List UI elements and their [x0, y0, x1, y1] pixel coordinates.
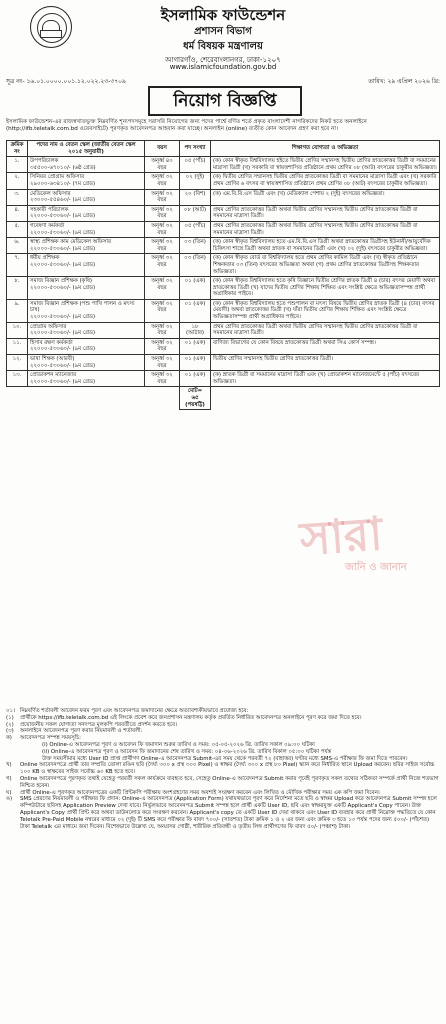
table-header-row: [7, 141, 440, 157]
instruction-text: (i) Online-এ আবেদনপত্র পূরণ ও আবেদন ফি জমাদান শুরুর তারিখ ও সময়: ০৫-০৫-২০২৬ খ্রি. তারিখ সকাল ০৯:০০ ঘটিকা: [42, 741, 315, 748]
post-cell: [28, 238, 145, 254]
count-cell: ০৩ (তিন): [180, 238, 211, 254]
qualification-cell: (ক) কোন স্বীকৃত বিশ্ববিদ্যালয় হতে পশুপালন বা মৎস্য বিষয়ে দ্বিতীয় শ্রেণির স্নাতক ডিগ্রী (৪ (চার) বৎসর মেয়াদী) অথবা স্নাতকোত্তর ডিগ্রী (খ) যাঁরা দ্বিতীয় শ্রেণির শিক্ষায় শিক্ষিত এবং সংশ্লিষ্ট ক্ষেত্রে অভিজ্ঞতাসম্পন্ন প্রার্থী অগ্রাধিকার পাইবে।: [211, 299, 440, 322]
age-cell: অনূর্ধ্ব ৩২ বছর: [145, 277, 180, 300]
post-name: ধর্মীয় প্রশিক্ষক: [30, 255, 60, 262]
post-cell: [28, 355, 145, 371]
post-cell: [28, 254, 145, 277]
post-name: গবেষণা কর্মকর্তা: [30, 222, 65, 229]
post-name: সিনিয়র প্রোগ্রাম অফিসার: [30, 174, 85, 181]
serial-cell: ১.: [7, 157, 28, 173]
count-cell: ০৮ (আট): [180, 205, 211, 221]
qualification-cell: (ক) কোন স্বীকৃত বিশ্ববিদ্যালয় হতে কৃষি বিজ্ঞানে দ্বিতীয় শ্রেণির স্নাতক ডিগ্রী ৪ (চার) বৎসর মেয়াদী অথবা স্নাতকোত্তর ডিগ্রী (খ) যাদের দ্বিতীয় শ্রেণির শিক্ষায় শিক্ষিত এবং সংশ্লিষ্ট ক্ষেত্রে অভিজ্ঞতাসম্পন্ন প্রার্থী অগ্রাধিকার পাইবে।: [211, 277, 440, 300]
table-row: [7, 189, 440, 205]
intro-paragraph: ইসলামিক ফাউন্ডেশন-এর রাজস্বখাতভুক্ত নিম্নবর্ণিত শূন্যপদসমূহে সরাসরি নিয়োগের জন্য পদের পার্শ্বে বর্ণিত শর্তে প্রকৃত বাংলাদেশী নাগরিকদের নিকট হতে অনলাইনে (http://ifb.teletalk.com.bd ওয়েবসাইটে) পূরণকৃত আবেদনপত্র আহবান করা যাচ্ছে। অনলাইন (online) ব্যতীত কোন আবেদন গ্রহণ করা হবে না।: [6, 119, 367, 132]
instruction-number: গ): [6, 775, 12, 782]
instruction-item: [6, 735, 440, 742]
pay-scale: ২২০০০-৫৩০৬০/- (৯ম গ্রেড): [30, 261, 96, 268]
total-value: ৬৫ (পয়ষট্টি): [185, 395, 205, 408]
count-cell: ০১ (এক): [180, 277, 211, 300]
post-name: স্বাস্থ্য প্রশিক্ষক কাম মেডিকেল অফিসার: [30, 239, 111, 246]
post-name: মেডিকেল অফিসার: [30, 190, 71, 197]
table-row: [7, 299, 440, 322]
serial-cell: ১০.: [7, 322, 28, 338]
vacancy-table: [6, 140, 440, 410]
serial-cell: ৮.: [7, 277, 28, 300]
qualification-cell: প্রথম শ্রেণির স্নাতকোত্তর ডিগ্রী অথবা দ্বিতীয় শ্রেণির সম্মানসহ দ্বিতীয় শ্রেণির স্নাতকোত্তর ডিগ্রী বা সমমানের মাদ্রাসা ডিগ্রী।: [211, 322, 440, 338]
instruction-number: (১): [6, 714, 14, 721]
qualification-cell: প্রথম শ্রেণির স্নাতকোত্তর ডিগ্রী অথবা দ্বিতীয় শ্রেণির সম্মানসহ দ্বিতীয় শ্রেণির স্নাতকোত্তর ডিগ্রী বা সমমানের মাদ্রাসা ডিগ্রী।: [211, 221, 440, 237]
pay-scale: ২২০০০-৫৩০৬০/- (৯ম গ্রেড): [30, 245, 96, 252]
qualification-cell: দ্বিতীয় শ্রেণির সম্মানসহ দ্বিতীয় শ্রেণির স্নাতকোত্তর ডিগ্রী।: [211, 355, 440, 371]
post-cell: [28, 299, 145, 322]
instruction-item: [6, 762, 440, 776]
post-name: উপপরিচালক: [30, 158, 59, 165]
post-name: হিসাব রক্ষণ কর্মকর্তা: [30, 339, 73, 346]
post-cell: [28, 173, 145, 189]
pay-scale: ৩৫৫০০-৬৭০১০/- (৬ষ্ঠ গ্রেড): [30, 164, 96, 171]
post-name: সমাজ বিজ্ঞান প্রশিক্ষক (পশু পাখি পালন ও মৎস্য চাষ): [30, 300, 135, 314]
post-cell: [28, 205, 145, 221]
serial-cell: ১১.: [7, 338, 28, 354]
memo-date: তারিখ: ২৯ এপ্রিল ২০২৬ খ্রি:: [368, 78, 440, 85]
instruction-item: [6, 796, 440, 830]
instruction-item: [6, 776, 440, 790]
instruction-text: (ii) Online-এ আবেদনপত্র পূরণ ও আবেদন ফি জমাদানের শেষ তারিখ ও সময়: ০৪-০৬-২০২৬ খ্রি. তারিখ বিকাল ০৫:০০ ঘটিকা পর্যন্ত: [42, 748, 332, 755]
post-name: প্রোডাকশন ম্যানেজার: [30, 372, 77, 379]
pay-scale: ২৩০০০-৫৫৪৬০/- (৯ম গ্রেড): [30, 197, 96, 204]
total-row: [7, 387, 440, 410]
count-cell: ০৩ (তিন): [180, 254, 211, 277]
instruction-text: আবেদনপত্র সম্পন্ন সময়সূচি:: [20, 735, 81, 742]
table-row: [7, 173, 440, 189]
table-row: [7, 205, 440, 221]
header-post: পদের নাম ও বেতন স্কেল (জাতীয় বেতন স্কেল ২০১৫ অনুযায়ী): [28, 141, 145, 157]
table-row: [7, 277, 440, 300]
post-name: সমাজ বিজ্ঞান প্রশিক্ষক (কৃষি): [30, 278, 92, 285]
instruction-number: ০১।: [6, 708, 15, 714]
serial-cell: ১২.: [7, 355, 28, 371]
serial-cell: ৪.: [7, 205, 28, 221]
post-name: সহকারী পরিচালক: [30, 206, 69, 213]
count-cell: ১৮ (আঠার): [180, 322, 211, 338]
serial-cell: ২.: [7, 173, 28, 189]
org-name: ইসলামিক ফাউন্ডেশন: [160, 6, 286, 24]
vacancy-table-wrapper: [6, 140, 440, 410]
table-row: [7, 371, 440, 387]
instruction-text: নিম্নবর্ণিত শর্তাবলী আবেদন ফরম পূরণ এবং আবেদনপত্র জমাদানের ক্ষেত্রে অত্যাবশ্যকীয়ভাবে প্রযোজ্য হবে:: [20, 708, 249, 714]
pay-scale: ২২০০০-৫৩০৬০/- (৯ম গ্রেড): [30, 346, 96, 353]
pay-scale: ২২০০০-৫৩০৬০/- (৯ম গ্রেড): [30, 213, 96, 220]
table-row: [7, 355, 440, 371]
instruction-number: ক): [6, 735, 12, 742]
total-label: মোট=: [187, 388, 203, 395]
post-name: প্রোগ্রাম অফিসার: [30, 323, 67, 330]
post-cell: [28, 221, 145, 237]
page-title: নিয়োগ বিজ্ঞপ্তি: [148, 86, 302, 116]
header-qualification: শিক্ষাগত যোগ্যতা ও অভিজ্ঞতা: [211, 141, 440, 157]
count-cell: ০১ (এক): [180, 299, 211, 322]
instruction-item: [6, 728, 440, 735]
instructions-section: [6, 708, 440, 830]
qualification-cell: (ক) স্নাতক ডিগ্রী বা সমমানের মাদ্রাসা ডিগ্রী এবং (খ) প্রোডাকশন ম্যানেজমেন্টে ৫ (পাঁচ) বৎসরের অভিজ্ঞতা।: [211, 371, 440, 387]
qualification-cell: (ক) এম.বি.বি.এস ডিগ্রী এবং (খ) মেডিক্যাল পেশায় ২ (দুই) বৎসরের অভিজ্ঞতা।: [211, 189, 440, 205]
table-row: [7, 322, 440, 338]
watermark: সারা: [298, 506, 385, 566]
qualification-cell: (ক) কোন স্বীকৃত বিশ্ববিদ্যালয় হইতে দ্বিতীয় শ্রেণির সম্মানসহ দ্বিতীয় শ্রেণির স্নাতকোত্তর ডিগ্রী বা সমমানের মাদ্রাসা ডিগ্রী (খ) সরকারি বা স্বায়ত্তশাসিত প্রতিষ্ঠানে প্রথম শ্রেণির ০৮ (আট) বৎসরের চাকুরীর অভিজ্ঞতা।: [211, 157, 440, 173]
header-serial: ক্রমিক নং: [7, 141, 28, 157]
instruction-item: [6, 708, 440, 715]
table-row: [7, 338, 440, 354]
instruction-text: Online আবেদনপত্রে পূরণকৃত তথ্যই যেহেতু পরবর্তী সকল কার্যক্রমে ব্যবহৃত হবে, সেহেতু Online-এ আবেদনপত্র Submit করার পূর্বেই পূরণকৃত সকল তথ্যের সঠিকতা সম্পর্কে প্রার্থী নিজে শতভাগ নিশ্চিত হবেন।: [20, 775, 439, 789]
header-count: পদ সংখ্যা: [180, 141, 211, 157]
ministry-name: ধর্ম বিষয়ক মন্ত্রণালয়: [183, 41, 263, 52]
instruction-text: প্রয়োজনীয় সকল যোগ্যতা সনদপত্র মূলকপি পরবর্তীতে প্রদর্শন করতে হবে।: [20, 721, 178, 728]
serial-cell: ১৩.: [7, 371, 28, 387]
table-row: [7, 157, 440, 173]
qualification-cell: (ক) কোন স্বীকৃত বোর্ড বা বিশ্ববিদ্যালয় হতে প্রথম শ্রেণির কামিল ডিগ্রী এবং (খ) স্বীকৃত প্রতিষ্ঠানে শিক্ষকতার ০৩ (তিন) বৎসরের অভিজ্ঞতা অথবা (গ) প্রথম শ্রেণির স্নাতকোত্তর ডিগ্রীসহ শিক্ষকতার অভিজ্ঞতা।: [211, 254, 440, 277]
count-cell: ২০ (বিশ): [180, 189, 211, 205]
table-row: [7, 254, 440, 277]
instruction-text: অনলাইনে আবেদনপত্র পূরণ করার নিয়মাবলী ও শর্তাবলী:: [20, 728, 143, 735]
age-cell: অনূর্ধ্ব ৩২ বছর: [145, 205, 180, 221]
serial-cell: ৭.: [7, 254, 28, 277]
serial-cell: ৩.: [7, 189, 28, 205]
count-cell: ০৫ (পাঁচ): [180, 221, 211, 237]
post-cell: [28, 189, 145, 205]
division-name: প্রশাসন বিভাগ: [194, 26, 252, 37]
instruction-text: SMS প্রেরণের নিয়মাবলী ও পরীক্ষার ফি প্রদান: Online-এ আবেদনপত্র (Application Form) যথাযথভাবে পূরণ করে নির্দেশনা মতে ছবি ও স্বাক্ষর Upload করে আবেদনপত্র Submit সম্পন্ন হলে কম্পিউটারে ছবিসহ Application Preview দেখা যাবে। নির্ভুলভাবে আবেদনপত্র Submit সম্পন্ন হলে প্রার্থী একটি User ID, ছবি এবং স্বাক্ষরযুক্ত একটি Applicant's Copy পাবেন। উক্ত Applicant's Copy প্রার্থী প্রিন্ট করে অথবা ডাউনলোড করে সংরক্ষণ করবেন। Applicant's copy তে একটি User ID দেয়া থাকবে এবং User ID ব্যবহার করে প্রার্থী নিম্নোক্ত পদ্ধতিতে যে কোন Teletalk Pre-Paid Mobile নম্বরের মাধ্যমে ০২ (দুই) টি SMS করে পরীক্ষার ফি বাবদ ৭০০/- (সাতশত) টাকা ক্রমিক ১ ও ২ এর জন্য এবং ক্রমিক ৩ হতে ১৩ পর্যন্ত পদের জন্য ৫০০/- (পাঁচশত) টাকা Teletalk এর মাধ্যমে জমা দিবেন। বিশেষভাবে উল্লেখ্য যে, অনগ্রসর গোষ্ঠী, শারীরিক প্রতিবন্ধী ও তৃতীয় লিঙ্গ প্রার্থীগণের ফি বাবদ ৫০/- (পঞ্চাশ) টাকা।: [20, 796, 437, 830]
instruction-number: খ): [6, 762, 12, 769]
instruction-number: (৩): [6, 728, 14, 735]
age-cell: অনূর্ধ্ব ৩২ বছর: [145, 173, 180, 189]
post-cell: [28, 157, 145, 173]
count-cell: ০২ (দুই): [180, 173, 211, 189]
instruction-number: ঙ): [6, 796, 13, 803]
age-cell: অনূর্ধ্ব ৪০ বছর: [145, 157, 180, 173]
serial-cell: ৫.: [7, 221, 28, 237]
age-cell: অনূর্ধ্ব ৩২ বছর: [145, 254, 180, 277]
instruction-text: প্রার্থী Online-এ পূরণকৃত আবেদনপত্রের একটি প্রিন্টকপি পরীক্ষায় অংশগ্রহণের সময় অবশ্যই সংরক্ষণ করবেন এবং লিখিত ও মৌখিক পরীক্ষার সময় এক কপি জমা দিবেন।: [20, 789, 380, 796]
address: আগারগাঁও, শেরেবাংলানগর, ঢাকা-১২০৭: [165, 56, 281, 64]
watermark-sub: জানি ও জানান: [345, 562, 407, 573]
instruction-text: উক্ত সময়সীমার মধ্যে User ID প্রাপ্ত প্রার্থীগণ Online-এ আবেদনপত্র Submit-এর সময় থেকে পরবর্তী ৭২ (বাহাত্তর) ঘণ্টার মধ্যে SMS-এ পরীক্ষার ফি জমা দিতে পারবেন।: [42, 755, 408, 762]
serial-cell: ৯.: [7, 299, 28, 322]
instruction-number: ঘ): [6, 789, 12, 796]
instruction-item: [6, 749, 440, 756]
memo-number: সূত্র নং- ১৬.০১.০০০০.০০১.১২.০২২.২৩-৩৭০৯: [6, 78, 126, 85]
instruction-number: (২): [6, 721, 14, 728]
age-cell: অনূর্ধ্ব ৩২ বছর: [145, 238, 180, 254]
pay-scale: ২২০০০-৫৩০৬০/- (৯ম গ্রেড): [30, 378, 96, 385]
instruction-number: [28, 749, 42, 756]
pay-scale: ২২০০০-৫৩০৬০/- (৯ম গ্রেড): [30, 284, 96, 291]
post-cell: [28, 277, 145, 300]
post-name: ভাষা শিক্ষক (আরবী): [30, 356, 75, 363]
age-cell: অনূর্ধ্ব ৩২ বছর: [145, 371, 180, 387]
serial-cell: ৬.: [7, 238, 28, 254]
table-row: [7, 238, 440, 254]
pay-scale: ২২০০০-৫৩০৬০/- (৯ম গ্রেড): [30, 362, 96, 369]
instruction-item: [6, 742, 440, 749]
count-cell: ০১ (এক): [180, 355, 211, 371]
age-cell: অনূর্ধ্ব ৩২ বছর: [145, 338, 180, 354]
age-cell: অনূর্ধ্ব ৩২ বছর: [145, 322, 180, 338]
post-cell: [28, 338, 145, 354]
qualification-cell: (ক) দ্বিতীয় শ্রেণির সম্মানসহ দ্বিতীয় শ্রেণির স্নাতকোত্তর ডিগ্রী বা সমমানের মাদ্রাসা ডিগ্রী এবং (খ) সরকারি প্রথম শ্রেণির ৬ বৎসর বা স্বায়ত্তশাসিত প্রতিষ্ঠানে প্রথম শ্রেণির ০৮ (আট) বৎসরের চাকুরীর অভিজ্ঞতা।: [211, 173, 440, 189]
qualification-cell: (ক) কোন স্বীকৃত বিশ্ববিদ্যালয় হতে এম.বি.বি.এস ডিগ্রী অথবা স্নাতকোত্তর ডিগ্রীসহ ইউনানী/আয়ুর্বেদিক চিকিৎসা শাস্ত্রে ডিগ্রী অথবা স্নাতক বা সমমানের ডিগ্রী এবং (খ) ০২ (দুই) বৎসরের চাকুরীর অভিজ্ঞতা।: [211, 238, 440, 254]
qualification-cell: প্রথম শ্রেণির স্নাতকোত্তর ডিগ্রী অথবা দ্বিতীয় শ্রেণির সম্মানসহ দ্বিতীয় শ্রেণির স্নাতকোত্তর ডিগ্রী বা সমমানের মাদ্রাসা ডিগ্রী।: [211, 205, 440, 221]
vacancy-rows: [7, 157, 440, 387]
qualification-cell: বাণিজ্য বিভাগের যে কোন বিষয়ে স্নাতকোত্তর ডিগ্রী অথবা সিএ কোর্স সম্পন্ন।: [211, 338, 440, 354]
header-age: বয়স: [145, 141, 180, 157]
pay-scale: ২৯০০০-৬৩৪১০/- (৭ম গ্রেড): [30, 180, 96, 187]
post-cell: [28, 322, 145, 338]
age-cell: অনূর্ধ্ব ৩২ বছর: [145, 355, 180, 371]
pay-scale: ২২০০০-৫৩০৬০/- (৯ম গ্রেড): [30, 314, 96, 321]
age-cell: অনূর্ধ্ব ৩২ বছর: [145, 221, 180, 237]
instruction-item: [6, 715, 440, 722]
age-cell: অনূর্ধ্ব ৩২ বছর: [145, 189, 180, 205]
pay-scale: ২২০০০-৫৩০৬০/- (৯ম গ্রেড): [30, 330, 96, 337]
website-link[interactable]: www.islamicfoundation.gov.bd: [169, 63, 277, 71]
count-cell: ০১ (এক): [180, 371, 211, 387]
count-cell: ০৫ (পাঁচ): [180, 157, 211, 173]
post-cell: [28, 371, 145, 387]
instruction-text: Online আবেদনপত্রে প্রার্থী তার সম্প্রতি তোলা রঙিন ছবি (দৈর্ঘ্য ৩০০ x প্রস্থ ৩০০ Pixel) ও স্বাক্ষর (দৈর্ঘ্য ৩০০ x প্রস্থ ৮০ Pixel) স্ক্যান করে নির্ধারিত স্থানে Upload করবেন। ছবির সাইজ সর্বোচ্চ ১০০ KB ও স্বাক্ষরের সাইজ সর্বোচ্চ ৬০ KB হতে হবে।: [20, 762, 435, 776]
instruction-number: [28, 742, 42, 749]
total-cell: [180, 387, 211, 410]
instruction-text: প্রার্থীকে https://ifb.teletalk.com.bd এই লিংকে প্রবেশ করে জনপ্রশাসন মন্ত্রণালয় কর্তৃক প্রবর্তিত নির্ধারিত আবেদনপত্র অনলাইনে পূরণ করে জমা দিতে হবে।: [20, 714, 362, 721]
pay-scale: ২২০০০-৫৩০৬০/- (৯ম গ্রেড): [30, 229, 96, 236]
table-row: [7, 221, 440, 237]
age-cell: অনূর্ধ্ব ৩২ বছর: [145, 299, 180, 322]
count-cell: ০১ (এক): [180, 338, 211, 354]
